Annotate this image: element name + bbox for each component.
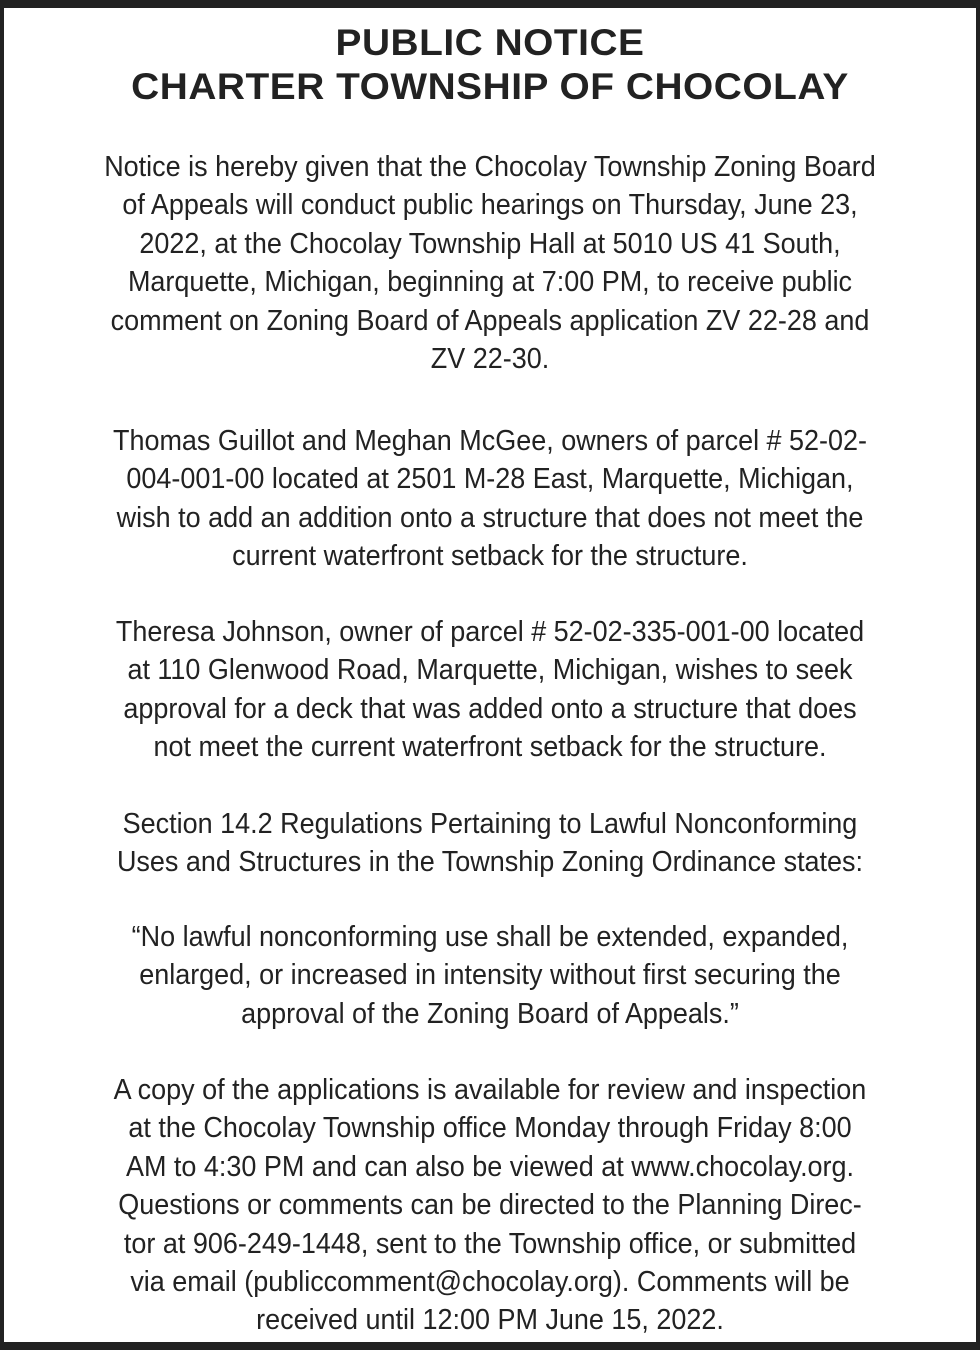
paragraph-application-guillot-mcgee (4, 422, 976, 576)
text-line: approval for a deck that was added onto a structure that does (123, 692, 857, 725)
text-line: 004-001-00 located at 2501 M-28 East, Marquette, Michigan, (126, 463, 854, 496)
text-line: Marquette, Michigan, beginning at 7:00 PM, to receive public (127, 266, 853, 299)
text-line: of Appeals will conduct public hearings on Thursday, June 23, (122, 189, 858, 222)
text-line: at 110 Glenwood Road, Marquette, Michigan, wishes to seek (127, 654, 853, 687)
paragraph-hearing-announcement (4, 148, 976, 378)
paragraph-contact-info (4, 1071, 976, 1340)
text-line: “No lawful nonconforming use shall be extended, expanded, (131, 921, 849, 953)
text-line: AM to 4:30 PM and can also be viewed at www.chocolay.org. (125, 1150, 855, 1183)
text-line: at the Chocolay Township office Monday through Friday 8:00 (128, 1112, 852, 1145)
text-line: Thomas Guillot and Meghan McGee, owners of parcel # 52-02- (112, 425, 868, 457)
paragraph-application-johnson (4, 613, 976, 767)
text-line: received until 12:00 PM June 15, 2022. (256, 1304, 724, 1337)
title-line-1: PUBLIC NOTICE (335, 22, 645, 63)
paragraph-ordinance-quote (4, 918, 976, 1033)
text-line: Theresa Johnson, owner of parcel # 52-02-335-001-00 located (115, 616, 865, 648)
text-line: via email (publiccomment@chocolay.org). Comments will be (130, 1266, 850, 1299)
text-line: comment on Zoning Board of Appeals application ZV 22-28 and (110, 304, 870, 337)
text-line: not meet the current waterfront setback for the structure. (153, 731, 827, 764)
text-line: current waterfront setback for the structure. (232, 540, 748, 573)
public-notice (4, 8, 976, 1342)
text-line: Questions or comments can be directed to the Planning Direc- (118, 1189, 862, 1222)
text-line: A copy of the applications is available for review and inspection (113, 1074, 867, 1106)
text-line: tor at 906-249-1448, sent to the Township office, or submitted (123, 1227, 857, 1260)
text-line: Section 14.2 Regulations Pertaining to Lawful Nonconforming (122, 808, 858, 840)
text-line: ZV 22-30. (430, 343, 550, 376)
title-line-2: CHARTER TOWNSHIP OF CHOCOLAY (131, 66, 849, 107)
text-line: 2022, at the Chocolay Township Hall at 5010 US 41 South, (139, 227, 841, 260)
text-line: enlarged, or increased in intensity without first securing the (139, 959, 841, 992)
text-line: approval of the Zoning Board of Appeals.” (241, 997, 739, 1030)
text-line: wish to add an addition onto a structure that does not meet the (116, 501, 864, 534)
paragraph-section-reference (4, 805, 976, 882)
notice-title (0, 8, 980, 109)
text-line: Uses and Structures in the Township Zoning Ordinance states: (116, 846, 864, 879)
text-line: Notice is hereby given that the Chocolay Township Zoning Board (104, 151, 876, 183)
